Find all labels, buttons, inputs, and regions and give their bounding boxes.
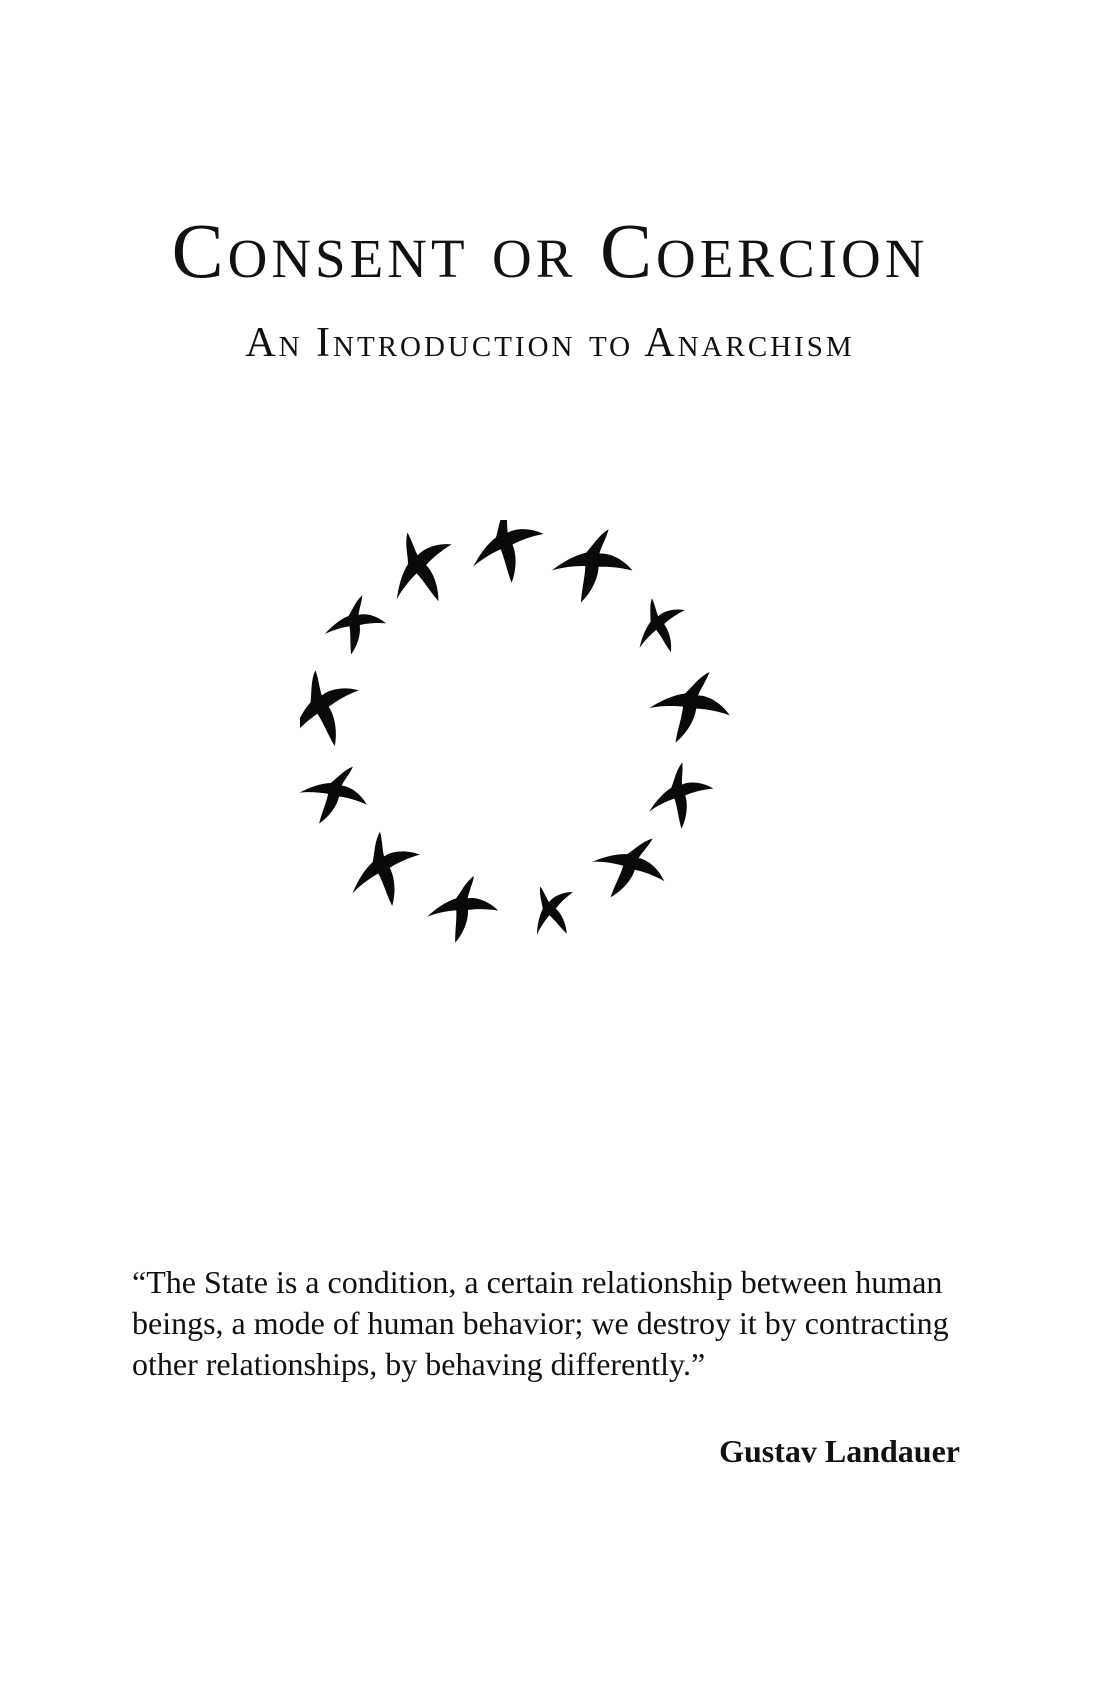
bird-icon	[546, 520, 642, 613]
bird-icon	[645, 760, 717, 832]
bird-icon	[300, 751, 379, 839]
bird-icon	[641, 657, 741, 757]
bird-icon	[623, 588, 699, 664]
epigraph-quote: “The State is a condition, a certain relationship between human beings, a mode of human behavior; we destroy it by contracting other relationships, by behaving differently.”	[132, 1264, 949, 1382]
bird-icon	[464, 520, 551, 589]
bird-icon	[371, 520, 473, 619]
book-title: Consent or Coercion	[171, 207, 929, 294]
bird-icon	[515, 873, 590, 948]
bird-icon	[339, 823, 431, 915]
bird-icon	[423, 869, 503, 949]
birds-circle-icon	[300, 520, 780, 1000]
bird-icon	[581, 818, 679, 916]
bird-icon	[300, 659, 374, 759]
bird-icon	[323, 592, 388, 657]
quote-author: Gustav Landauer	[719, 1433, 960, 1469]
book-subtitle: An Introduction to Anarchism	[245, 320, 855, 366]
